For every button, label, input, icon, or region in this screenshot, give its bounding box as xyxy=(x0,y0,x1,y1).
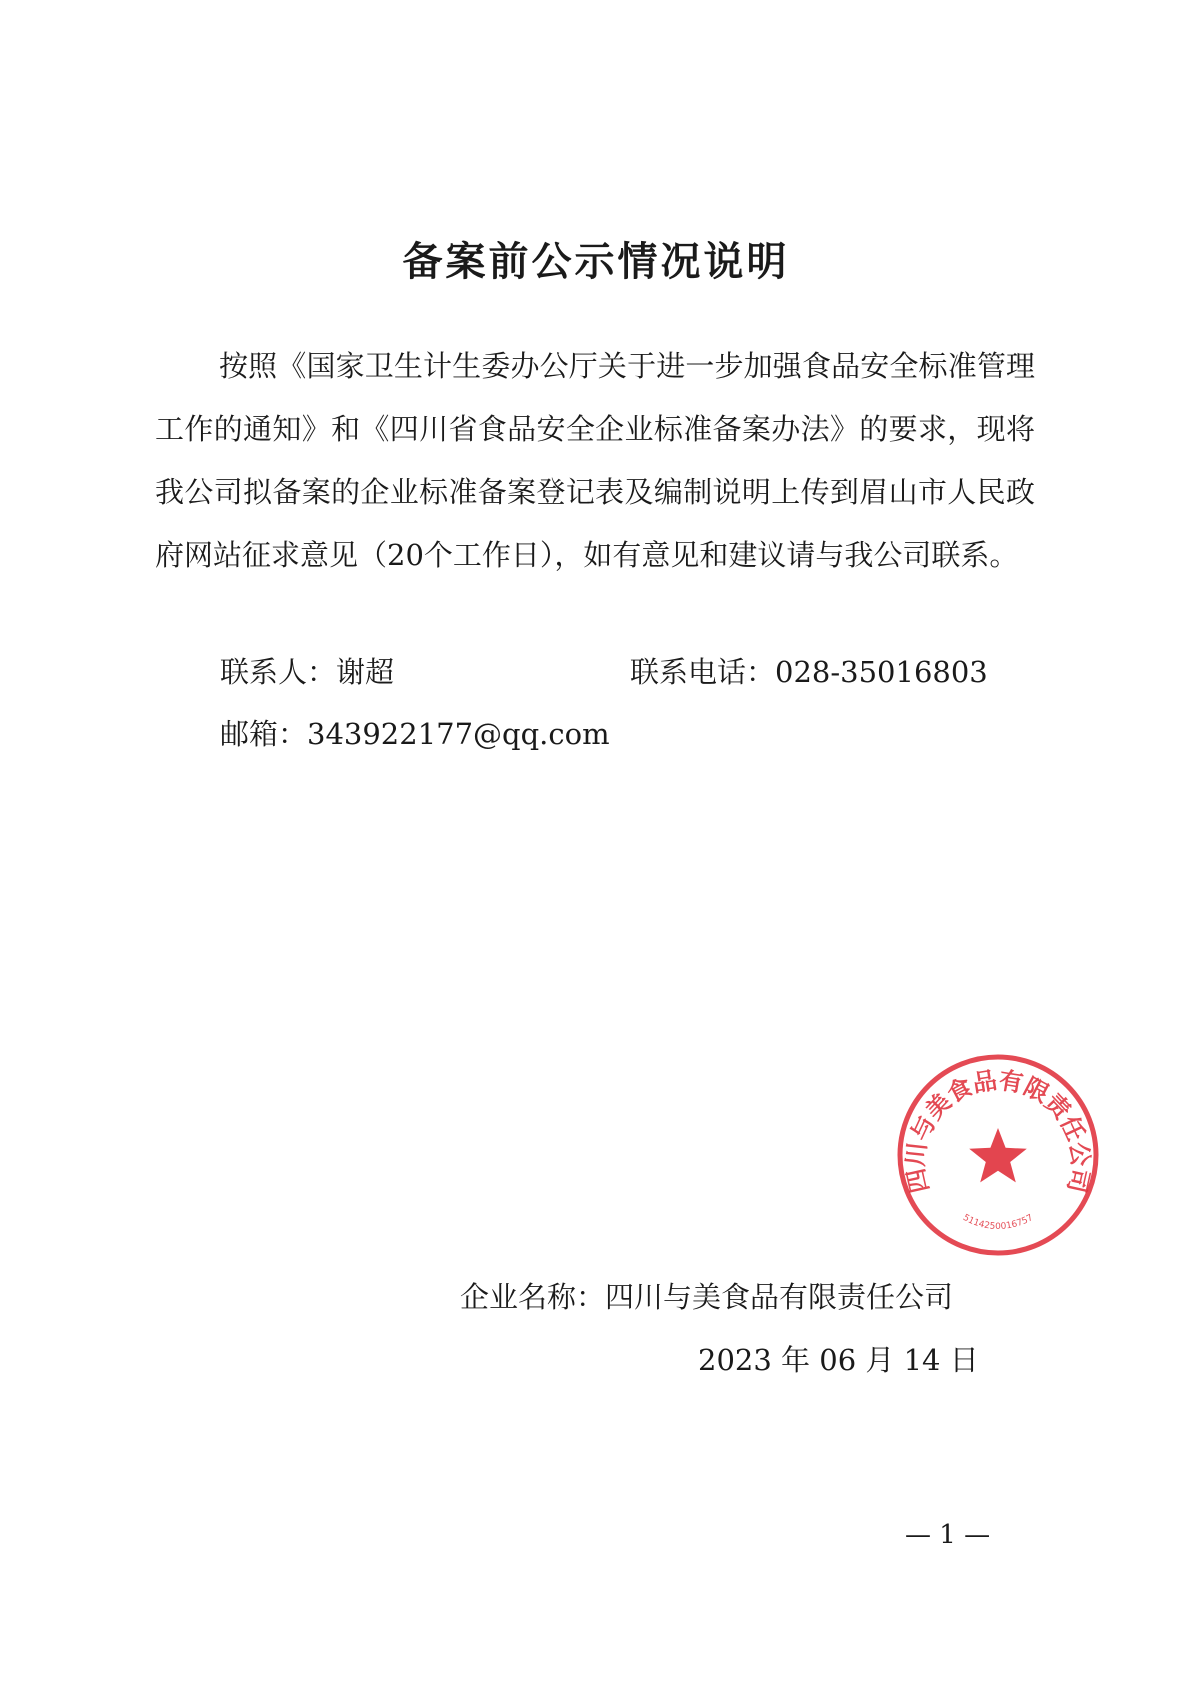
svg-text:5114250016757 xyxy=(961,1213,1035,1232)
document-date: 2023 年 06 月 14 日 xyxy=(698,1343,979,1377)
seal-code: 5114250016757 xyxy=(960,1212,1036,1233)
seal-text: 四川与美食品有限责任公司 xyxy=(901,1066,1095,1196)
company-seal xyxy=(893,1050,1103,1260)
contact-email: 邮箱：343922177@qq.com xyxy=(220,717,610,751)
page-number: — 1 — xyxy=(905,1520,991,1550)
star-icon xyxy=(969,1128,1027,1182)
document-title: 备案前公示情况说明 xyxy=(402,239,790,285)
contact-phone: 联系电话：028-35016803 xyxy=(630,655,988,689)
company-name: 企业名称：四川与美食品有限责任公司 xyxy=(460,1280,954,1314)
body-paragraph: 按照《国家卫生计生委办公厅关于进一步加强食品安全标准管理工作的通知》和《四川省食品安全企业标准备案办法》的要求，现将我公司拟备案的企业标准备案登记表及编制说明上传到眉山市人民政府网站征求意见（20个工作日），如有意见和建议请与我公司联系。 xyxy=(155,349,1035,572)
contact-person: 联系人：谢超 xyxy=(220,655,395,689)
